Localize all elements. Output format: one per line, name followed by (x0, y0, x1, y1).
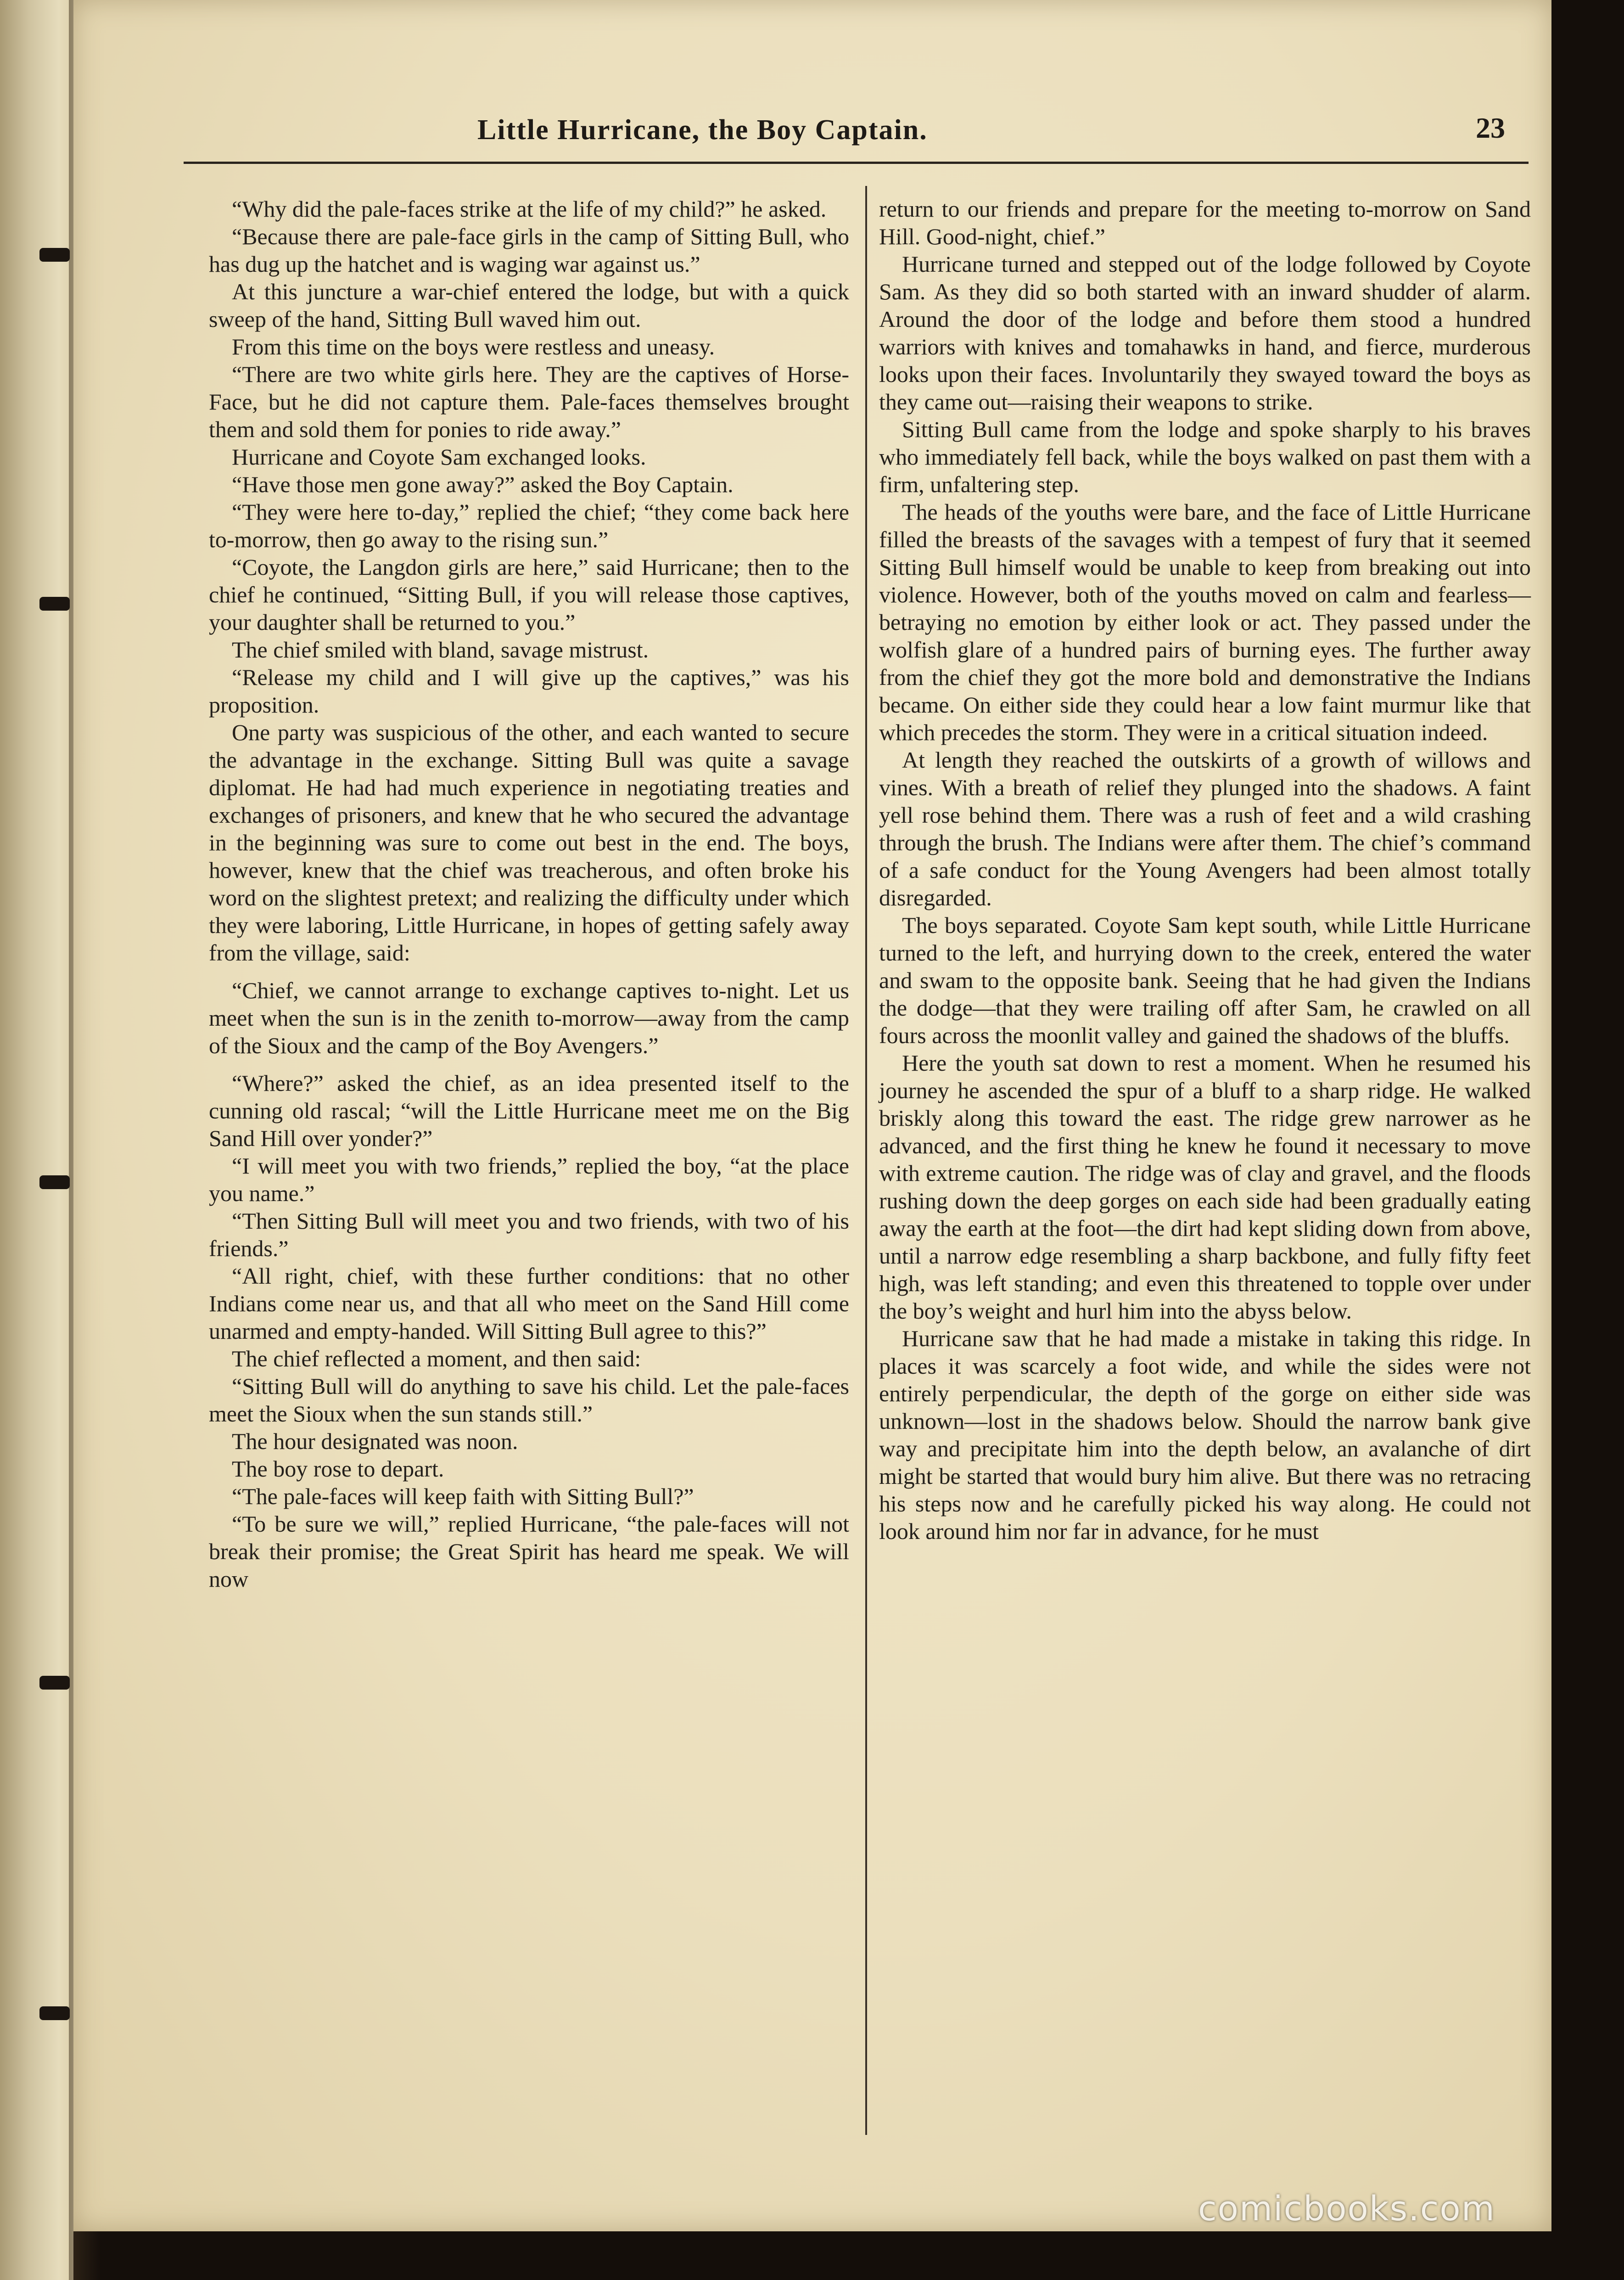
running-header-title: Little Hurricane, the Boy Captain. (477, 114, 928, 146)
column-divider (865, 186, 867, 2135)
paragraph: Hurricane saw that he had made a mistake in taking this ridge. In places it was scarcely a foot wide, and while the sides were not entirely perpendicular, the depth of the gorge on either side was unknown—lost in the shadows below. Should the narrow bank give way and precipitate him into the depth below, an avalanche of dirt might be started that would bury him alive. But there was no retracing his steps now and he carefully picked his way along. He could not look around him nor far in advance, for he must (879, 1325, 1531, 1544)
paragraph: “Then Sitting Bull will meet you and two friends, with two of his friends.” (209, 1208, 849, 1261)
staple-hole (39, 597, 70, 611)
paragraph: return to our friends and prepare for the meeting to-morrow on Sand Hill. Good-night, chief.” (879, 196, 1531, 249)
paragraph: At length they reached the outskirts of a growth of willows and vines. With a breath of relief they plunged into the shadows. A faint yell rose behind them. There was a rush of feet and a wild crashing through the brush. The Indians were after them. The chief’s command of a safe conduct for the Young Avengers had been almost totally disregarded. (879, 747, 1531, 910)
paragraph: “Where?” asked the chief, as an idea presented itself to the cunning old rascal; “will the Little Hurricane meet me on the Big Sand Hill over yonder?” (209, 1070, 849, 1151)
paragraph: “All right, chief, with these further conditions: that no other Indians come near us, and that all who meet on the Sand Hill come unarmed and empty-handed. Will Sitting Bull agree to this?” (209, 1263, 849, 1344)
staple-hole (39, 248, 70, 262)
paragraph: The boy rose to depart. (232, 1456, 444, 1482)
text-column-left (209, 195, 849, 1593)
paragraph: At this juncture a war-chief entered the lodge, but with a quick sweep of the hand, Sitting Bull waved him out. (209, 279, 849, 332)
paragraph: “I will meet you with two friends,” replied the boy, “at the place you name.” (209, 1153, 849, 1206)
paragraph: The hour designated was noon. (232, 1428, 518, 1454)
paragraph: “They were here to-day,” replied the chief; “they come back here to-morrow, then go away to the rising sun.” (209, 499, 849, 552)
paragraph: “There are two white girls here. They are the captives of Horse-Face, but he did not capture them. Pale-faces themselves brought them and sold them for ponies to ride away.” (209, 361, 849, 442)
header-rule (184, 162, 1529, 164)
paragraph: “Have those men gone away?” asked the Boy Captain. (232, 472, 734, 497)
text-column-right (879, 195, 1531, 1545)
paragraph: Hurricane and Coyote Sam exchanged looks. (232, 444, 646, 470)
paragraph: “Because there are pale-face girls in the camp of Sitting Bull, who has dug up the hatchet and is waging war against us.” (209, 224, 849, 277)
paragraph: The chief smiled with bland, savage mistrust. (232, 637, 649, 663)
paragraph: The heads of the youths were bare, and the face of Little Hurricane filled the breasts of the savages with a tempest of fury that it seemed Sitting Bull himself would be unable to keep from breaking out into violence. However, both of the youths moved on calm and fearless—betraying no emotion by either look or act. They passed under the wolfish glare of a hundred pairs of burning eyes. The further away from the chief they got the more bold and demonstrative the Indians became. On either side they could hear a low faint murmur like that which precedes the storm. They were in a critical situation indeed. (879, 499, 1531, 745)
paragraph: From this time on the boys were restless and uneasy. (232, 334, 715, 359)
paragraph: “Coyote, the Langdon girls are here,” said Hurricane; then to the chief he continued, “Sitting Bull, if you will release those captives, your daughter shall be returned to you.” (209, 554, 849, 635)
paragraph: “Why did the pale-faces strike at the life of my child?” he asked. (232, 196, 827, 222)
paragraph: The chief reflected a moment, and then said: (232, 1346, 641, 1371)
paragraph: “Sitting Bull will do anything to save his child. Let the pale-faces meet the Sioux when the sun stands still.” (209, 1373, 849, 1426)
staple-hole (39, 1676, 70, 1690)
paragraph: Hurricane turned and stepped out of the lodge followed by Coyote Sam. As they did so both started with an inward shudder of alarm. Around the door of the lodge and before them stood a hundred warriors with knives and tomahawks in hand, and fierce, murderous looks upon their faces. Involuntarily they swayed toward the boys as they came out—raising their weapons to strike. (879, 251, 1531, 415)
binding-edge (0, 0, 73, 2280)
paragraph: Sitting Bull came from the lodge and spoke sharply to his braves who immediately fell back, while the boys walked on past them with a firm, unfaltering step. (879, 416, 1531, 497)
paragraph: “Chief, we cannot arrange to exchange captives to-night. Let us meet when the sun is in the zenith to-morrow—away from the camp of the Sioux and the camp of the Boy Avengers.” (209, 977, 849, 1058)
paragraph: One party was suspicious of the other, and each wanted to secure the advantage in the exchange. Sitting Bull was quite a savage diplomat. He had had much experience in negotiating treaties and exchanges of prisoners, and knew that he who secured the advantage in the beginning was sure to come out best in the end. The boys, however, knew that the chief was treacherous, and often broke his word on the slightest pretext; and realizing the difficulty under which they were laboring, Little Hurricane, in hopes of getting safely away from the village, said: (209, 719, 849, 966)
paragraph: “Release my child and I will give up the captives,” was his proposition. (209, 664, 849, 718)
paragraph: “To be sure we will,” replied Hurricane, “the pale-faces will not break their promise; the Great Spirit has heard me speak. We will now (209, 1511, 849, 1592)
paragraph: Here the youth sat down to rest a moment. When he resumed his journey he ascended the spur of a bluff to a sharp ridge. He walked briskly along this toward the east. The ridge grew narrower as he advanced, and the first thing he knew he found it necessary to move with extreme caution. The ridge was of clay and gravel, and the floods rushing down the deep gorges on each side had been gradually eating away the earth at the foot—the dirt had kept sliding down from above, until a narrow edge resembling a sharp backbone, and fully fifty feet high, was left standing; and even this threatened to topple over under the boy’s weight and hurl him into the abyss below. (879, 1050, 1531, 1324)
paragraph: The boys separated. Coyote Sam kept south, while Little Hurricane turned to the left, and hurrying down to the creek, entered the water and swam to the opposite bank. Seeing that he had given the Indians the dodge—that they were trailing off after Sam, he crawled on all fours across the moonlit valley and gained the shadows of the bluffs. (879, 912, 1531, 1048)
staple-hole (39, 2006, 70, 2020)
paragraph: “The pale-faces will keep faith with Sitting Bull?” (232, 1483, 694, 1509)
staple-hole (39, 1175, 70, 1189)
site-watermark: comicbooks.com (1198, 2189, 1495, 2229)
page-number: 23 (1476, 112, 1505, 144)
